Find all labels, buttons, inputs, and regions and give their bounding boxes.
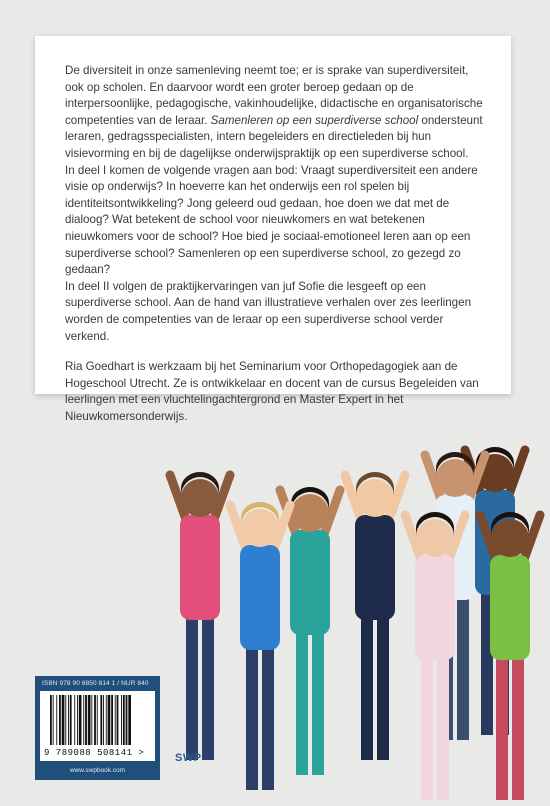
barcode-number: 9 789088 508141 >: [44, 748, 145, 758]
barcode-bar: [128, 695, 131, 745]
child-leg: [512, 650, 524, 800]
barcode-bar: [85, 695, 87, 745]
barcode-bar: [77, 695, 78, 745]
book-title-italic: Samenleren op een superdiverse school: [210, 113, 419, 127]
barcode-bar: [53, 695, 54, 745]
child-head: [356, 479, 394, 517]
child-leg: [246, 640, 258, 790]
child-head: [491, 519, 529, 557]
child-body: [490, 555, 530, 660]
barcode-bar: [56, 695, 57, 745]
description-paragraph-2: In deel I komen de volgende vragen aan bod: Vraagt superdiversiteit een andere visie op onderwijs? In hoeverre kan het onderwijs een rol spelen bij identiteitsontwikkeling? Jong geleerd oud gedaan, hoe doen we dat met de dialoog? Wat betekent de school voor nieuwkomers en wat betekenen nieuwkomers voor de school? Hoe bied je sociaal-emotioneel leren aan op een superdiverse school? Samenleren op een superdiverse school, zo gezegd zo gedaan?: [65, 163, 478, 277]
publisher-logo: SWP: [175, 752, 202, 764]
description-paragraph-1: De diversiteit in onze samenleving neemt toe; er is sprake van superdiversiteit, ook op scholen. En daarvoor wordt een groter beroep gedaan op de interpersoonlijke, pedagogische, vakinhoudelijke, didactische en organisatorische competenties van de leraar. Samenleren op een superdiverse school ondersteunt leraren, gedragsspecialisten, intern begeleiders en directieleden bij hun visievorming en bij de dagelijkse onderwijspraktijk op een superdiverse school.: [65, 64, 483, 160]
child-body: [415, 555, 455, 660]
child-leg: [186, 610, 198, 760]
barcode-bar: [100, 695, 102, 745]
barcode-bar: [91, 695, 92, 745]
description-paragraph-3: In deel II volgen de praktijkervaringen van juf Sofie die lesgeeft op een superdiverse school. Aan de hand van illustratieve verhalen over zes leerlingen worden de competenties van de leraar op een superdiverse school verder verkend.: [65, 279, 472, 343]
barcode-bar: [70, 695, 72, 745]
child-leg: [377, 610, 389, 760]
website-url: www.swpbook.com: [69, 767, 126, 774]
barcode-bar: [68, 695, 69, 745]
child-head: [416, 519, 454, 557]
child-leg: [296, 625, 308, 775]
barcode-bar: [108, 695, 111, 745]
barcode-bar: [123, 695, 125, 745]
barcode-bar: [121, 695, 122, 745]
child-head: [181, 479, 219, 517]
child-leg: [457, 590, 469, 740]
child-head: [436, 459, 474, 497]
barcode-bar: [106, 695, 107, 745]
child-leg: [421, 650, 433, 800]
isbn-label: ISBN 978 90 8850 814 1 / NUR 840: [42, 680, 149, 687]
back-cover-text-panel: [35, 36, 511, 423]
barcode-bar: [103, 695, 104, 745]
barcode-bar: [88, 695, 91, 745]
barcode-bar: [83, 695, 84, 745]
child-body: [180, 515, 220, 620]
description-text: [65, 63, 485, 425]
child-body: [290, 530, 330, 635]
barcode-bar: [62, 695, 65, 745]
barcode-bar: [59, 695, 61, 745]
barcode-bar: [111, 695, 113, 745]
author-bio: Ria Goedhart is werkzaam bij het Seminarium voor Orthopedagogiek aan de Hogeschool Utrecht. Ze is ontwikkelaar en docent van de cursus Begeleiden van leerlingen met een vluchtelingachtergrond en Master Expert in het Nieuwkomersonderwijs.: [65, 360, 479, 423]
barcode-bar: [50, 695, 52, 745]
barcode-bar: [74, 695, 75, 745]
child-body: [240, 545, 280, 650]
child-leg: [202, 610, 214, 760]
children-photo: [140, 400, 550, 806]
child-head: [241, 509, 279, 547]
child-leg: [361, 610, 373, 760]
barcode: [40, 691, 155, 761]
child-leg: [262, 640, 274, 790]
barcode-bar: [117, 695, 119, 745]
child-head: [291, 494, 329, 532]
child-leg: [312, 625, 324, 775]
barcode-bar: [97, 695, 98, 745]
barcode-bar: [65, 695, 66, 745]
barcode-bar: [79, 695, 82, 745]
child-leg: [496, 650, 508, 800]
barcode-bar: [94, 695, 96, 745]
isbn-panel: [35, 676, 160, 780]
child-leg: [437, 650, 449, 800]
barcode-bar: [126, 695, 128, 745]
child-body: [355, 515, 395, 620]
barcode-bar: [115, 695, 116, 745]
